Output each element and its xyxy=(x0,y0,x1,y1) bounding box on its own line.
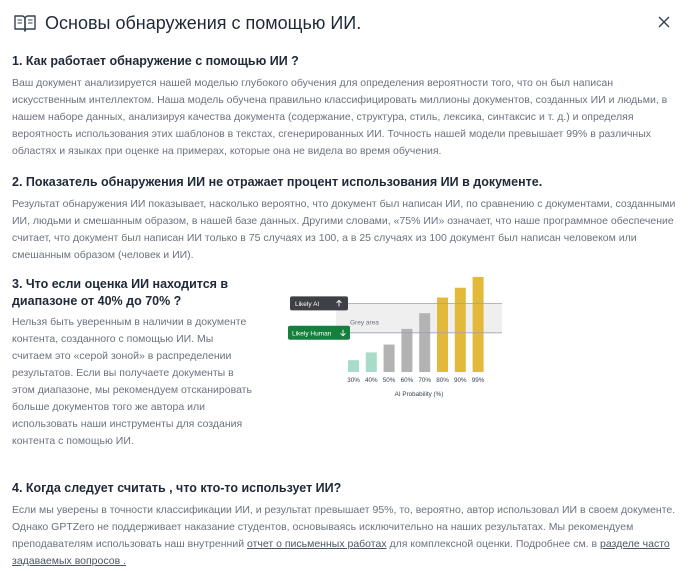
x-tick-label: 60% xyxy=(400,377,414,384)
writing-report-link[interactable]: отчет о письменных работах xyxy=(246,538,387,550)
section-score-meaning xyxy=(12,174,680,264)
chart-bar xyxy=(366,352,377,372)
x-tick-label: 40% xyxy=(364,377,378,384)
grey-area-label: Grey area xyxy=(350,319,379,327)
section-grey-area xyxy=(12,276,252,450)
likely-ai-label: Likely AI xyxy=(295,300,320,308)
close-icon[interactable] xyxy=(656,14,672,30)
chart-bar xyxy=(455,288,466,372)
dialog-title: Основы обнаружения с помощью ИИ. xyxy=(45,12,362,33)
x-tick-label: 99% xyxy=(471,377,485,384)
chart-bar xyxy=(437,298,448,372)
ai-probability-chart xyxy=(286,264,512,404)
chart-bar xyxy=(401,329,412,372)
book-open-icon xyxy=(14,14,36,32)
x-tick-label: 50% xyxy=(382,377,396,384)
section-body xyxy=(12,502,680,570)
section-heading: 3. Что если оценка ИИ находится в диапазоне от 40% до 70% ? xyxy=(12,277,229,308)
chart-bar xyxy=(384,345,395,372)
chart-bar xyxy=(473,277,484,372)
body-text: Если мы уверены в точности классификации ИИ, и результат превышает 95%, то, вероятно, автор использовал ИИ в своем документе. Однако GPTZero не поддерживает наказание студентов, основываясь исключительно на наших результатах. Мы рекомендуем преподавателям использовать наш внутренний xyxy=(12,504,676,550)
section-heading: 1. Как работает обнаружение с помощью ИИ ? xyxy=(12,54,299,68)
x-tick-label: 80% xyxy=(436,377,449,384)
x-tick-label: 90% xyxy=(453,377,467,384)
section-body: Результат обнаружения ИИ показывает, насколько вероятно, что документ был написан ИИ, по сравнению с документами, созданными ИИ, людьми и смешанным образом, в нашей базе данных. Другими словами, «75% ИИ» означает, что наше программное обеспечение считает, что документ был написан ИИ только в 75 случаях из 100, а в 25 случаях из 100 документ был написан человеком или смешанным образом (человек и ИИ). xyxy=(12,198,676,261)
chart-bar xyxy=(419,313,430,372)
section-body: Нельзя быть уверенным в наличии в документе контента, созданного с помощью ИИ. Мы считаем это «серой зоной» в распределении результатов. Если вы получаете документы в этом диапазоне, мы рекомендуем отсканировать больше документов того же автора или использовать наши инструменты для создания контента с помощью ИИ. xyxy=(12,316,252,447)
section-heading: 4. Когда следует считать , что кто-то использует ИИ? xyxy=(12,481,342,495)
x-axis-label: AI Probability (%) xyxy=(394,391,444,398)
dialog-header xyxy=(14,10,678,36)
x-tick-label: 30% xyxy=(347,377,360,384)
likely-human-label: Likely Human xyxy=(292,330,332,338)
faq-link[interactable]: разделе часто задаваемых вопросов . xyxy=(12,538,670,567)
section-body: Ваш документ анализируется нашей моделью глубокого обучения для определения вероятности того, что он был написан искусственным интеллектом. Наша модель обучена правильно классифицировать миллионы документов, созданных ИИ и людьми, в нашем наборе данных, анализируя качества документа (содержание, структура, стиль, лексика, синтаксис и т. д.) и определяя вероятность использования этих шаблонов в текстах, сгенерированных ИИ. Точность нашей модели превышает 99% в различных областях и языках при оценке на примерах, которые она не видела во время обучения. xyxy=(12,77,668,157)
section-heading: 2. Показатель обнаружения ИИ не отражает процент использования ИИ в документе. xyxy=(12,175,543,189)
body-text: для комплексной оценки. Подробнее см. в xyxy=(386,538,600,550)
section-how-detection-works xyxy=(12,53,680,160)
section-when-to-consider-ai xyxy=(12,480,680,570)
chart-bar xyxy=(348,360,359,372)
x-tick-label: 70% xyxy=(418,377,432,384)
